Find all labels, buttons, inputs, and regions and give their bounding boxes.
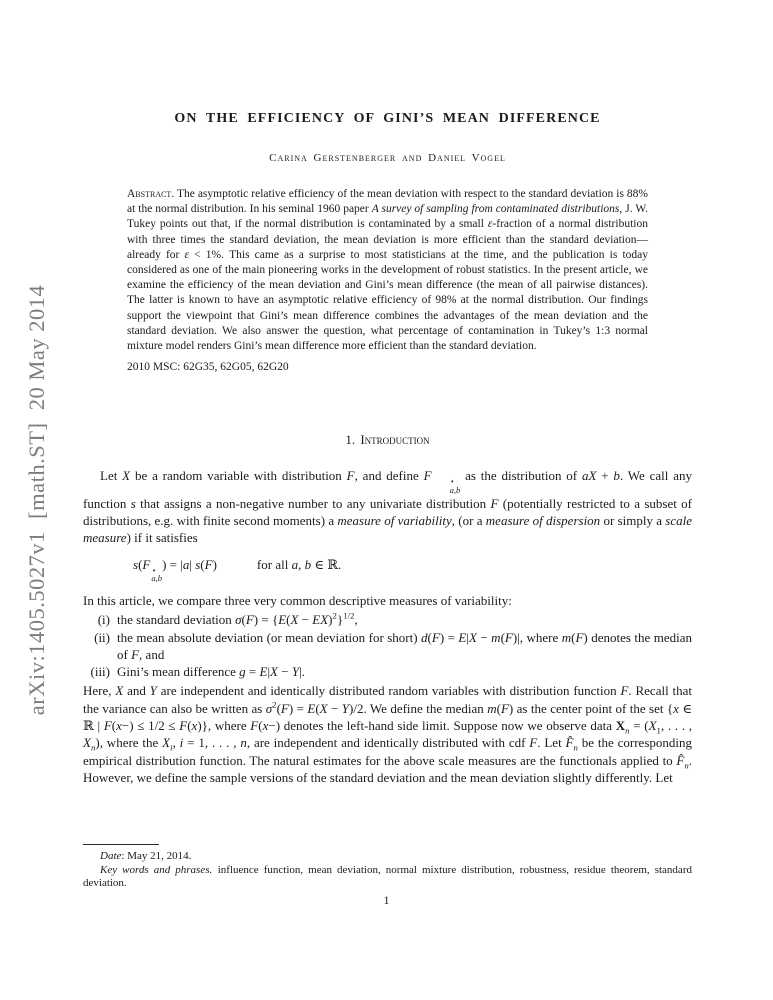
- intro-paragraph-1: Let X be a random variable with distribution F, and define F ⋆ a,b as the distribution of aX + b. We call any function s that assigns a non-negative number to any univariate distribution F (potentially restricted to a subset of distributions, e.g. with finite second moments) a measure of variability, (or a measure of dispersion or simply a scale measure) if it satisfies: [83, 468, 693, 546]
- list-item-text: Gini’s mean difference g = E|X − Y|.: [117, 664, 305, 680]
- footnote-rule: [83, 844, 159, 845]
- footnote-keywords: Key words and phrases. influence function, mean deviation, normal mixture distribution, robustness, residue theorem, standard deviation.: [83, 863, 692, 890]
- paper-content: [83, 0, 692, 786]
- list-item: [83, 663, 692, 680]
- arxiv-stamp: arXiv:1405.5027v1 [math.ST] 20 May 2014: [24, 284, 49, 716]
- msc-line: 2010 MSC: 62G35, 62G05, 62G20: [127, 361, 289, 374]
- intro-paragraph-2: In this article, we compare three very common descriptive measures of variability:: [83, 592, 512, 608]
- section-title: Introduction: [360, 432, 430, 448]
- section-heading: [83, 432, 692, 448]
- list-item: [83, 611, 692, 628]
- list-item-text: the mean absolute deviation (or mean deviation for short) d(F) = E|X − m(F)|, where m(F) denotes the median of F, and: [117, 629, 692, 662]
- footnote-block: [83, 844, 692, 891]
- abstract-text: Abstract. The asymptotic relative efficiency of the mean deviation with respect to the standard deviation is 88% at the normal distribution. In his seminal 1960 paper A survey of sampling from contaminated distributions, J. W. Tukey points out that, if the normal distribution is contaminated by a small ε-fraction of a normal distribution with three times the standard deviation, the mean deviation is more efficient than the standard deviation—already for ε < 1%. This came as a surprise to most statisticians at the time, and the publication is today considered as one of the main pioneering works in the development of robust statistics. In the present article, we examine the efficiency of the mean deviation and Gini’s mean difference (the mean of all pairwise distances). The latter is known to have an asymptotic relative efficiency of 98% at the normal distribution. Our findings support the viewpoint that Gini’s mean difference combines the advantages of the mean deviation and the standard deviation. We also answer the question, what percentage of contamination in Tukey’s 1:3 normal mixture model renders Gini’s mean difference more efficient than the standard deviation.: [127, 188, 648, 353]
- measures-list: [83, 611, 692, 680]
- list-item-marker: (i): [97, 612, 110, 628]
- intro-paragraph-3: Here, X and Y are independent and identically distributed random variables with distribution function F. Recall that the variance can also be written as $\sigma^2(F) = E(X - Y)/2$. We define the median m(F) as the center point of the set {x ∈ ℝ | F(x−) ≤ 1/2 ≤ F(x)}, where F(x−) denotes the left-hand side limit. Suppose now we observe data $X_n = (X_1$, . . . , $X_n$), where the $X_i$, i = 1, . . . , n, are independent and identically distributed with cdf F. Let $F̂_n$ be the corresponding empirical distribution function. The natural estimates for the above scale measures are the functionals applied to $F̂_n$. However, we define the sample versions of the standard deviation and the mean deviation slightly differently. Let: [83, 683, 692, 785]
- list-item: [83, 629, 692, 664]
- list-item-marker: (ii): [94, 629, 110, 645]
- list-item-text: the standard deviation $\sigma(F) = \{E(X - EX)^2\}^{1/2}$,: [117, 610, 358, 628]
- footnote-date: Date: May 21, 2014.: [100, 850, 192, 862]
- page-number: 1: [383, 893, 390, 907]
- abstract-block: [127, 187, 648, 375]
- authors-line: Carina Gerstenberger and Daniel Vogel: [269, 152, 506, 164]
- section-number: 1.: [345, 432, 356, 448]
- list-item-marker: (iii): [90, 664, 110, 680]
- paper-title: ON THE EFFICIENCY OF GINI’S MEAN DIFFERENCE: [174, 111, 601, 126]
- display-equation: s(F ⋆ a,b ) = |a| s(F) for all a, b ∈ ℝ.: [133, 556, 342, 584]
